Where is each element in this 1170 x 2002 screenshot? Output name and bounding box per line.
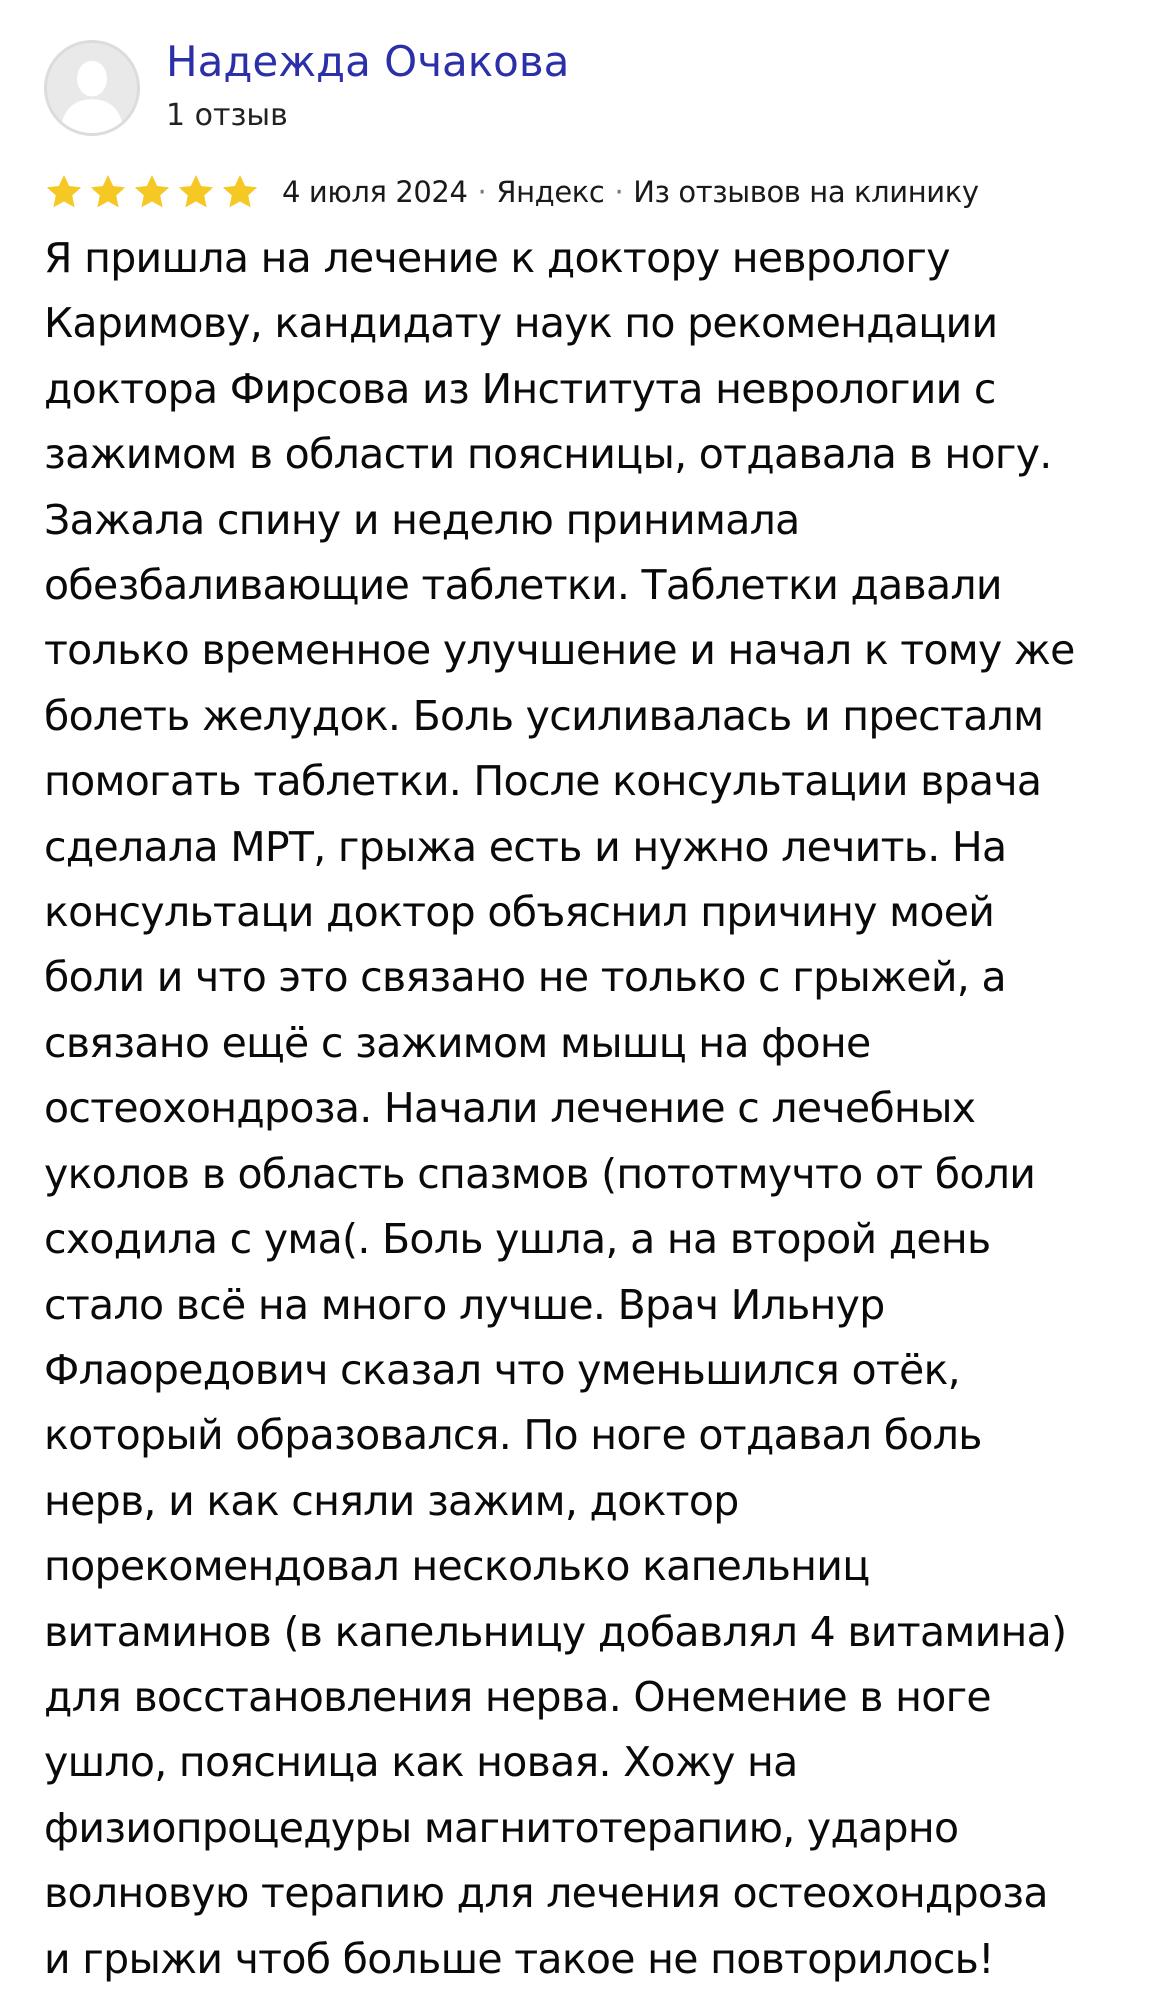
- author-name[interactable]: Надежда Очакова: [166, 37, 570, 86]
- review-text: Я пришла на лечение к доктору неврологу Каримову, кандидату наук по рекомендации доктора Фирсова из Института неврологии с зажимом в области поясницы, отдавала в ногу. Зажала спину и неделю принимала обезбаливающие таблетки. Таблетки давали только временное улучшение и начал к тому же болеть желудок. Боль усиливалась и престалм помогать таблетки. После консультации врача сделала МРТ, грыжа есть и нужно лечить. На консультаци доктор объяснил причину моей боли и что это связано не только с грыжей, а связано ещё с зажимом мышц на фоне остеохондроза. Начали лечение с лечебных уколов в область спазмов (пототмучто от боли сходила с ума(. Боль ушла, а на второй день стало всё на много лучше. Врач Ильнур Флаоредович сказал что уменьшился отёк, который образовался. По ноге отдавал боль нерв, и как сняли зажим, доктор порекомендовал несколько капельниц витаминов (в капельницу добавлял 4 витамина) для восстановления нерва. Онемение в ноге ушло, поясница как новая. Хожу на физиопроцедуры магнитотерапию, ударно волновую терапию для лечения остеохондроза и грыжи чтоб больше такое не повторилось!: [44, 234, 1075, 1983]
- review-meta: [44, 166, 979, 218]
- meta-separator: ·: [477, 175, 487, 209]
- meta-separator: ·: [614, 175, 624, 209]
- star-icon: [176, 172, 216, 212]
- user-placeholder-icon: [47, 43, 137, 133]
- rating-stars: [44, 172, 260, 212]
- avatar[interactable]: [44, 40, 140, 136]
- star-icon: [44, 172, 84, 212]
- review-date: 4 июля 2024: [282, 175, 468, 209]
- star-icon: [220, 172, 260, 212]
- review-origin: Из отзывов на клинику: [633, 175, 979, 209]
- star-icon: [88, 172, 128, 212]
- star-icon: [132, 172, 172, 212]
- author-reviews-count[interactable]: 1 отзыв: [166, 98, 288, 133]
- review-source: Яндекс: [496, 175, 605, 209]
